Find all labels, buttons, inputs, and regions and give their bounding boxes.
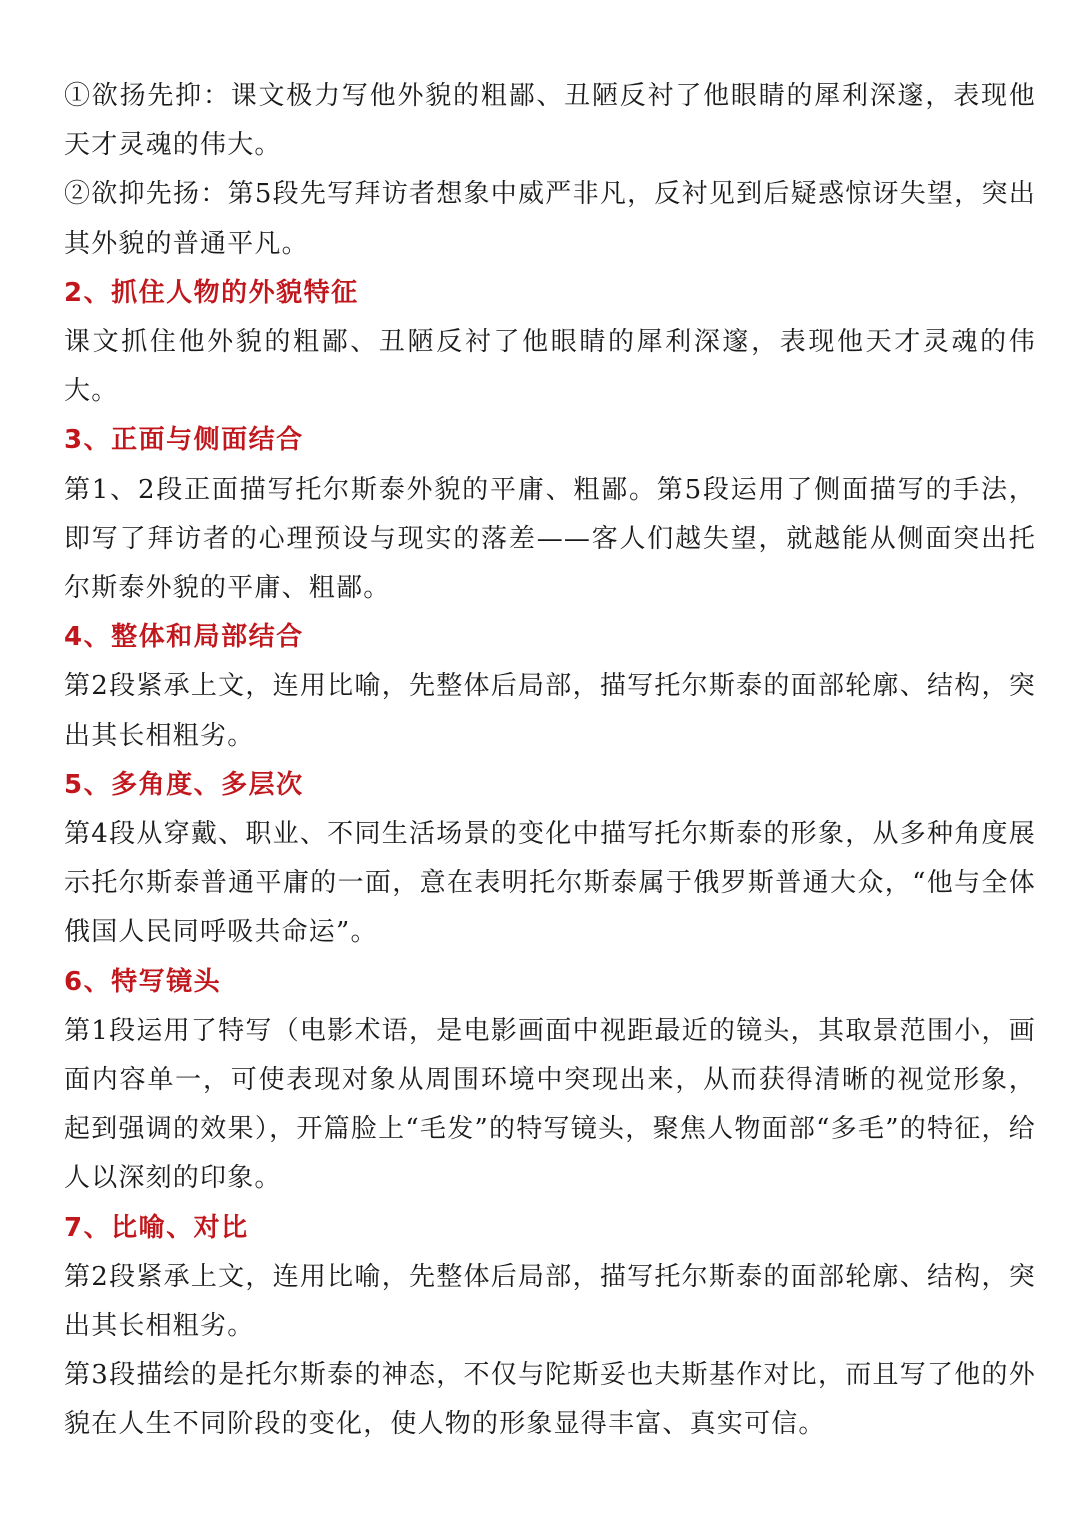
paragraph-section-5: 第4段从穿戴、职业、不同生活场景的变化中描写托尔斯泰的形象，从多种角度展示托尔斯泰普通平庸的一面，意在表明托尔斯泰属于俄罗斯普通大众，“他与全体俄国人民同呼吸共命运”。	[64, 819, 1036, 948]
section-heading-7: 7、比喻、对比	[64, 1212, 249, 1243]
paragraph-section-4: 第2段紧承上文，连用比喻，先整体后局部，描写托尔斯泰的面部轮廓、结构，突出其长相粗劣。	[64, 671, 1036, 751]
paragraph-contrast-1: ①欲扬先抑：课文极力写他外貌的粗鄙、丑陋反衬了他眼睛的犀利深邃，表现他天才灵魂的伟大。	[64, 81, 1036, 161]
paragraph-section-6: 第1段运用了特写（电影术语，是电影画面中视距最近的镜头，其取景范围小，画面内容单一，可使表现对象从周围环境中突现出来，从而获得清晰的视觉形象，起到强调的效果），开篇脸上“毛发”的特写镜头，聚焦人物面部“多毛”的特征，给人以深刻的印象。	[64, 1015, 1036, 1194]
paragraph-section-2: 课文抓住他外貌的粗鄙、丑陋反衬了他眼睛的犀利深邃，表现他天才灵魂的伟大。	[64, 327, 1036, 407]
section-heading-3: 3、正面与侧面结合	[64, 425, 304, 456]
document-body	[64, 72, 1036, 1450]
section-heading-5: 5、多角度、多层次	[64, 769, 304, 800]
section-heading-2: 2、抓住人物的外貌特征	[64, 277, 359, 308]
section-heading-4: 4、整体和局部结合	[64, 622, 304, 653]
paragraph-contrast-2: ②欲抑先扬：第5段先写拜访者想象中威严非凡，反衬见到后疑惑惊讶失望，突出其外貌的普通平凡。	[64, 179, 1036, 259]
paragraph-section-7b: 第3段描绘的是托尔斯泰的神态，不仅与陀斯妥也夫斯基作对比，而且写了他的外貌在人生不同阶段的变化，使人物的形象显得丰富、真实可信。	[64, 1360, 1036, 1440]
section-heading-6: 6、特写镜头	[64, 966, 222, 997]
paragraph-section-3: 第1、2段正面描写托尔斯泰外貌的平庸、粗鄙。第5段运用了侧面描写的手法，即写了拜访者的心理预设与现实的落差——客人们越失望，就越能从侧面突出托尔斯泰外貌的平庸、粗鄙。	[64, 474, 1036, 604]
paragraph-section-7a: 第2段紧承上文，连用比喻，先整体后局部，描写托尔斯泰的面部轮廓、结构，突出其长相粗劣。	[64, 1261, 1036, 1342]
